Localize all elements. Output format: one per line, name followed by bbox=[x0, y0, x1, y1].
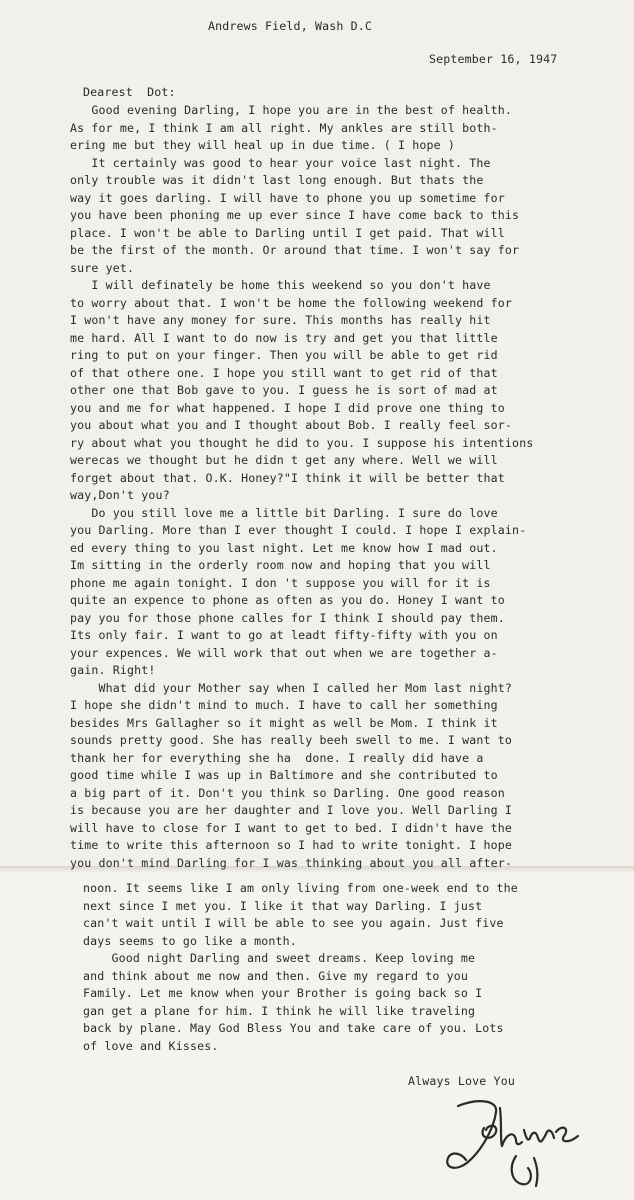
letter-place: Andrews Field, Wash D.C bbox=[208, 19, 372, 33]
letter-closing: Always Love You bbox=[408, 1074, 515, 1088]
letter-body-page-2: noon. It seems like I am only living from one-week end to the next since I met you. I like it that way Darling. I just can't wait until I will be able to see you again. Just five days seems to go like a month. Good night Darling and sweet dreams. Keep loving me and think about me now and then. Give my regard to you Family. Let me know when your Brother is going back so I gan get a plane for him. I think he will like traveling back by plane. May God Bless You and take care of you. Lots of love and Kisses. bbox=[83, 881, 518, 1053]
letter-body-page-1: Good evening Darling, I hope you are in the best of health. As for me, I think I am all right. My ankles are still both- ering me but they will heal up in due time. ( I hope ) It certainly was good to hear your voice last night. The only trouble was it didn't last long enough. But thats the way it goes darling. I will have to phone you up sometime for you have been phoning me up ever since I have come back to this place. I won't be able to Darling until I get paid. That will be the first of the month. Or around that time. I won't say for sure yet. I will definately be home this weekend so you don't have to worry about that. I won't be home the following weekend for I won't have any money for sure. This months has really hit me hard. All I want to do now is try and get you that little ring to put on your finger. Then you will be able to get rid of that othere one. I hope you still want to get rid of that other one that Bob gave to you. I guess he is sort of mad at you and me for what happened. I hope I did prove one thing to you about what you and I thought about Bob. I really feel sor- ry about what you thought he did to you. I suppose his intentions werecas we thought but he didn t get any where. Well we will forget about that. O.K. Honey?"I think it will be better that way,Don't you? Do you still love me a little bit Darling. I sure do love you Darling. More than I ever thought I could. I hope I explain- ed every thing to you last night. Let me know how I mad out. Im sitting in the orderly room now and hoping that you will phone me again tonight. I don 't suppose you will for it is quite an expence to phone as often as you do. Honey I want to pay you for those phone calles for I think I should pay them. Its only fair. I want to go at leadt fifty-fifty with you on your expences. We will work that out when we are together a- gain. Right! What did your Mother say when I called her Mom last night? I hope she didn't mind to much. I have to call her something besides Mrs Gallagher so it might as well be Mom. I think it sounds pretty good. She has really beeh swell to me. I want to thank her for everything she ha done. I really did have a good time while I was up in Baltimore and she contributed to a big part of it. Don't you think so Darling. One good reason is because you are her daughter and I love you. Well Darling I will have to close for I want to get to bed. I didn't have the time to write this afternoon so I had to write tonight. I hope you don't mind Darling for I was thinking about you all after- bbox=[70, 103, 534, 870]
letter-salutation: Dearest Dot: bbox=[83, 85, 176, 99]
handwritten-signature bbox=[438, 1098, 598, 1193]
letter-date: September 16, 1947 bbox=[429, 52, 558, 66]
